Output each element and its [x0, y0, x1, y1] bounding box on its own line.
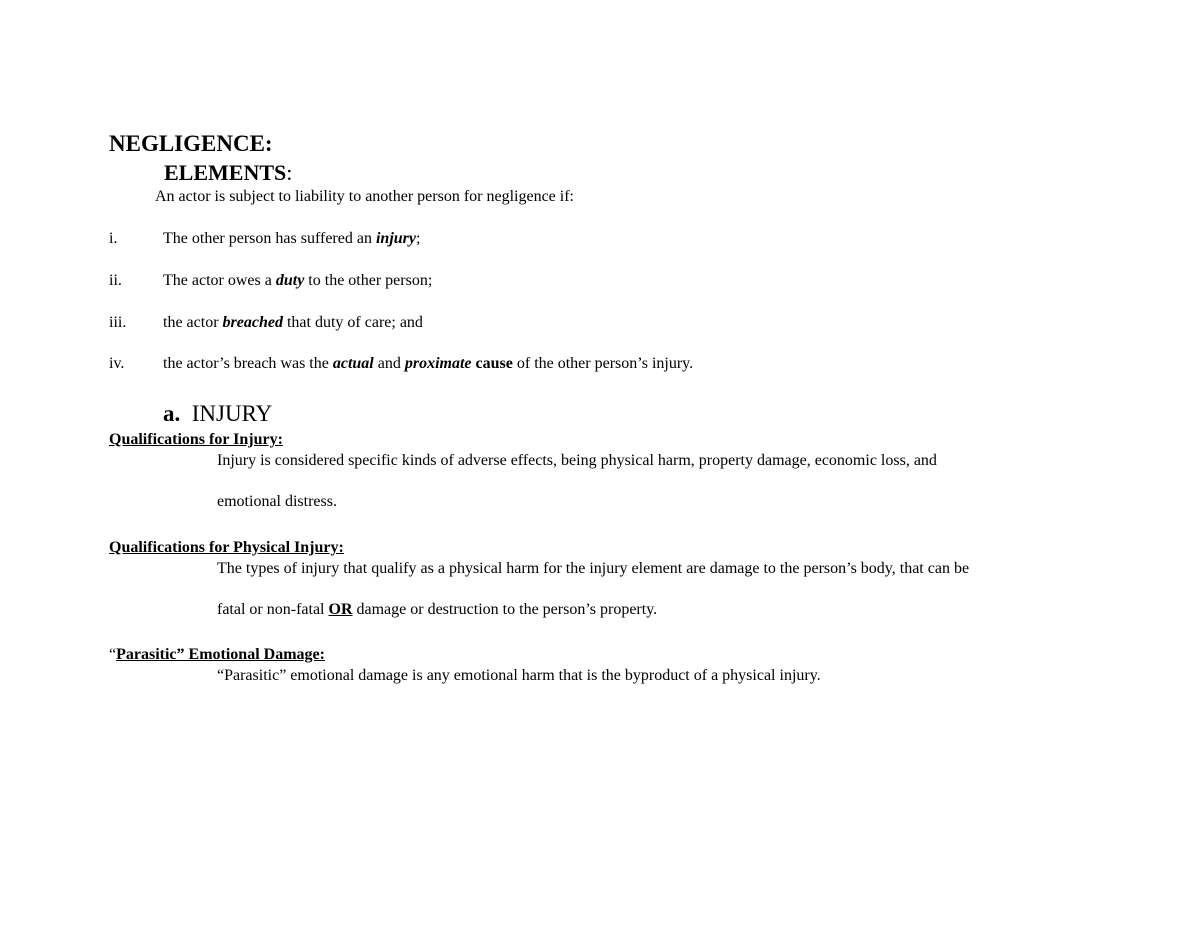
- list-item-text: The other person has suffered an: [163, 230, 376, 247]
- list-item: [163, 273, 432, 289]
- list-item-text: the actor: [163, 314, 223, 331]
- section-heading: [163, 402, 272, 425]
- elements-heading-colon: :: [286, 160, 293, 185]
- list-item-text: The actor owes a: [163, 272, 276, 289]
- list-marker: iii.: [109, 314, 127, 331]
- open-quote: “: [109, 646, 117, 663]
- subheading-qualifications-physical-injury: Qualifications for Physical Injury:: [109, 539, 344, 556]
- list-marker: i.: [109, 230, 118, 247]
- list-item-text: ;: [415, 230, 421, 247]
- key-term: proximate: [404, 355, 472, 372]
- list-item: [163, 356, 693, 372]
- list-item: [163, 231, 420, 247]
- subheading-qualifications-injury: Qualifications for Injury:: [109, 431, 283, 448]
- subheading-text: Parasitic” Emotional Damage:: [116, 646, 325, 663]
- paragraph-line: [217, 602, 657, 618]
- list-marker: ii.: [109, 272, 122, 289]
- page-title: NEGLIGENCE:: [109, 131, 273, 156]
- paragraph-text: fatal or non-fatal: [217, 601, 329, 618]
- list-item-text: that duty of care; and: [282, 314, 423, 331]
- paragraph-line: “Parasitic” emotional damage is any emotional harm that is the byproduct of a physical injury.: [217, 667, 821, 684]
- list-item-text: of the other person’s injury.: [512, 355, 694, 372]
- key-term: cause: [475, 355, 513, 372]
- emphasis-or: OR: [328, 601, 353, 618]
- key-term: injury: [375, 230, 416, 247]
- key-term: duty: [275, 272, 305, 289]
- paragraph-line: The types of injury that qualify as a physical harm for the injury element are damage to the person’s body, that can be: [217, 560, 970, 577]
- section-letter: a.: [163, 401, 181, 426]
- list-item-text: and: [373, 355, 405, 372]
- list-item-text: the actor’s breach was the: [163, 355, 333, 372]
- elements-heading-text: ELEMENTS: [164, 160, 287, 185]
- paragraph-text: damage or destruction to the person’s property.: [352, 601, 658, 618]
- section-title: INJURY: [191, 401, 273, 426]
- key-term: actual: [332, 355, 374, 372]
- list-item-text: to the other person;: [304, 272, 433, 289]
- key-term: breached: [222, 314, 283, 331]
- list-item: [163, 315, 423, 331]
- list-marker: iv.: [109, 355, 125, 372]
- subheading-parasitic-emotional-damage: [109, 647, 325, 663]
- intro-text: An actor is subject to liability to another person for negligence if:: [155, 188, 574, 205]
- paragraph-line: Injury is considered specific kinds of adverse effects, being physical harm, property damage, economic loss, and: [217, 452, 937, 469]
- elements-heading: [164, 162, 292, 184]
- paragraph-line: emotional distress.: [217, 493, 337, 510]
